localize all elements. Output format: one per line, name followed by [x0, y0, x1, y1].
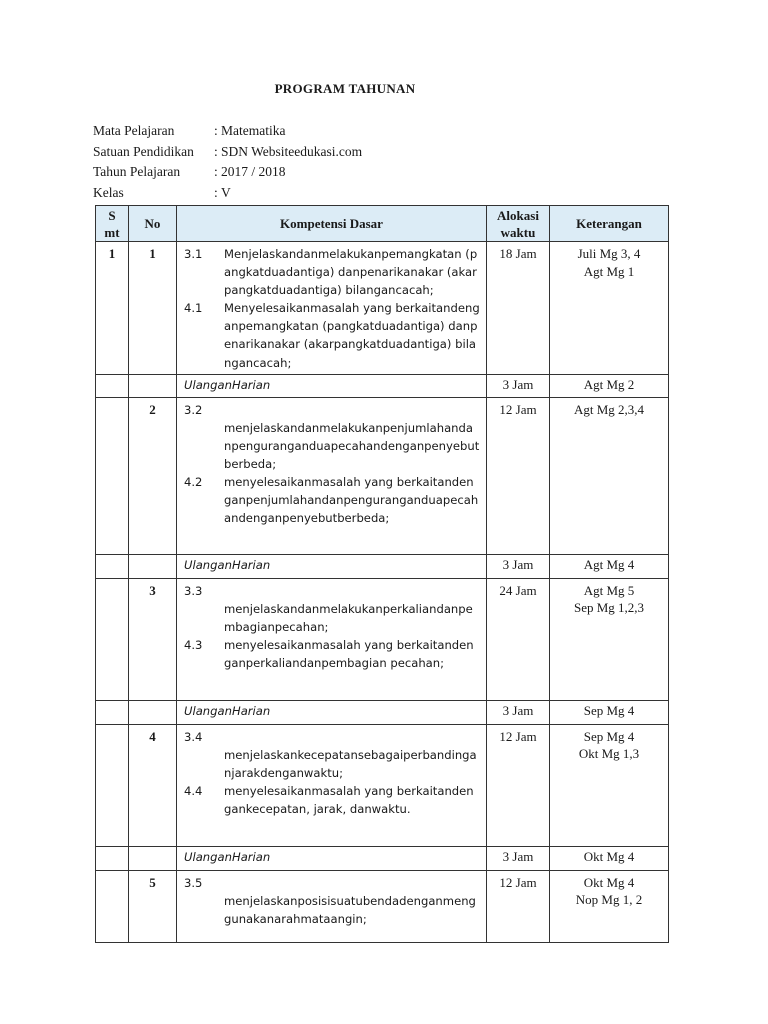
header-kompetensi: Kompetensi Dasar [177, 206, 487, 242]
header-no: No [129, 206, 177, 242]
ulangan-label: UlanganHarian [177, 374, 487, 397]
info-value: Matematika [221, 123, 286, 138]
ulangan-label: UlanganHarian [177, 846, 487, 870]
kompetensi-cell [177, 870, 487, 942]
header-semester: S mt [96, 206, 129, 242]
alokasi-cell: 12 Jam [487, 724, 550, 846]
keterangan-cell: Sep Mg 4 [550, 700, 669, 724]
table-row-ulangan [96, 700, 669, 724]
info-subject: Mata Pelajaran : Matematika [93, 121, 362, 142]
ulangan-label: UlanganHarian [177, 554, 487, 578]
kompetensi-cell [177, 242, 487, 375]
keterangan-cell: Agt Mg 4 [550, 554, 669, 578]
number-cell: 1 [129, 242, 177, 375]
info-class: Kelas : V [93, 183, 362, 204]
table-row [96, 242, 669, 375]
info-label: Mata Pelajaran [93, 123, 175, 138]
info-label: Satuan Pendidikan [93, 143, 194, 159]
alokasi-cell: 3 Jam [487, 700, 550, 724]
number-cell: 3 [129, 578, 177, 700]
kd-item: 3.2 menjelaskandanmelakukanpenjumlahandanpenguranganduapecahandenganpenyebutberbeda; [184, 402, 480, 471]
number-cell: 2 [129, 397, 177, 554]
number-cell: 4 [129, 724, 177, 846]
number-cell: 5 [129, 870, 177, 942]
info-value: SDN Websiteedukasi.com [221, 143, 363, 159]
alokasi-cell: 3 Jam [487, 846, 550, 870]
kd-item: 3.4 menjelaskankecepatansebagaiperbandinganjarakdenganwaktu; [184, 729, 477, 780]
keterangan-cell: Juli Mg 3, 4 Agt Mg 1 [550, 242, 669, 375]
table-header-row [96, 206, 669, 242]
table-row [96, 397, 669, 554]
keterangan-cell: Okt Mg 4 [550, 846, 669, 870]
alokasi-cell: 24 Jam [487, 578, 550, 700]
kompetensi-cell [177, 578, 487, 700]
table-row [96, 724, 669, 846]
document-info [93, 121, 362, 203]
table-row [96, 870, 669, 942]
info-value: V [221, 184, 231, 200]
ulangan-label: UlanganHarian [177, 700, 487, 724]
table-row-ulangan [96, 846, 669, 870]
keterangan-cell: Agt Mg 2 [550, 374, 669, 397]
kompetensi-cell [177, 397, 487, 554]
info-label: Kelas [93, 184, 124, 200]
kd-item: 3.3 menjelaskandanmelakukanperkaliandanpembagianpecahan; [184, 583, 473, 634]
document-title: PROGRAM TAHUNAN [274, 81, 416, 96]
kd-item: 4.1 Menyelesaikanmasalah yang berkaitandenganpemangkatan (pangkatduadantiga) danpenarikanakar (akarpangkatduadantiga) bilangancacah; [184, 301, 480, 370]
alokasi-cell: 12 Jam [487, 870, 550, 942]
alokasi-cell: 3 Jam [487, 374, 550, 397]
kd-item: 4.3 menyelesaikanmasalah yang berkaitandenganperkaliandanpembagian pecahan; [184, 637, 474, 670]
header-keterangan: Keterangan [550, 206, 669, 242]
info-school: Satuan Pendidikan : SDN Websiteedukasi.com [93, 142, 362, 163]
table-row-ulangan [96, 554, 669, 578]
keterangan-cell: Agt Mg 5 Sep Mg 1,2,3 [550, 578, 669, 700]
keterangan-cell: Agt Mg 2,3,4 [550, 397, 669, 554]
keterangan-cell: Okt Mg 4 Nop Mg 1, 2 [550, 870, 669, 942]
kd-item: 4.4 menyelesaikanmasalah yang berkaitandengankecepatan, jarak, danwaktu. [184, 783, 474, 816]
alokasi-cell: 3 Jam [487, 554, 550, 578]
alokasi-cell: 12 Jam [487, 397, 550, 554]
kompetensi-cell [177, 724, 487, 846]
semester-cell: 1 [96, 242, 129, 375]
table-row-ulangan [96, 374, 669, 397]
header-alokasi: Alokasi waktu [487, 206, 550, 242]
kd-item: 3.5 menjelaskanposisisuatubendadenganmenggunakanarahmataangin; [184, 875, 476, 926]
keterangan-cell: Sep Mg 4 Okt Mg 1,3 [550, 724, 669, 846]
alokasi-cell: 18 Jam [487, 242, 550, 375]
kd-item: 3.1 Menjelaskandanmelakukanpemangkatan (pangkatduadantiga) danpenarikanakar (akarpangkatduadantiga) bilangancacah; [184, 247, 478, 298]
info-year: Tahun Pelajaran : 2017 / 2018 [93, 162, 362, 183]
program-table [95, 205, 669, 943]
kd-item: 4.2 menyelesaikanmasalah yang berkaitandenganpenjumlahandanpenguranganduapecahandenganpenyebutberbeda; [184, 474, 479, 526]
table-row [96, 578, 669, 700]
info-value: 2017 / 2018 [221, 164, 286, 179]
info-label: Tahun Pelajaran [93, 164, 181, 179]
